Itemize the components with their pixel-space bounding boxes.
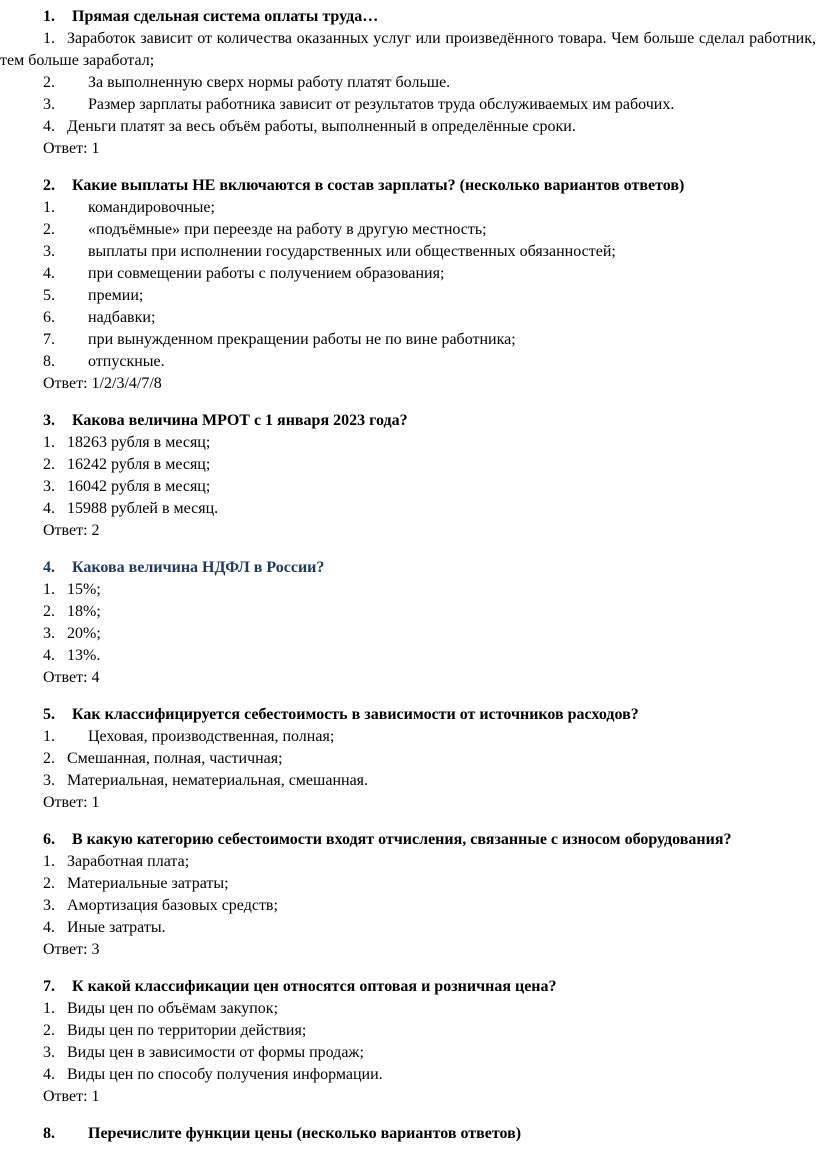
list-item-number: 4. [43,1066,55,1083]
question-title-number: 4. [43,559,55,576]
list-item-text: 16042 рубля в месяц; [67,478,211,495]
list-item-text: Иные затраты. [67,919,166,936]
list-item [0,998,816,1020]
list-item-text: Виды цен по способу получения информации. [67,1066,383,1083]
question-title [0,1123,816,1145]
list-item [0,263,816,285]
list-item-number: 3. [43,1044,55,1061]
list-item-text: Размер зарплаты работника зависит от результатов труда обслуживаемых им рабочих. [88,96,675,113]
list-item-number: 2. [43,875,55,892]
list-item-text: 18263 рубля в месяц; [67,434,211,451]
question-title-text: В какую категорию себестоимости входят отчисления, связанные с износом оборудования? [72,831,732,848]
list-item-number: 3. [43,897,55,914]
list-item-number: 1. [43,199,55,216]
list-item [0,72,816,94]
list-item [0,851,816,873]
list-item-text: отпускные. [88,353,165,370]
list-item-number: 2. [43,750,55,767]
question-title-number: 1. [43,8,55,25]
question-title-number: 8. [43,1125,55,1142]
list-item-number: 2. [43,221,55,238]
list-item-number: 3. [43,96,55,113]
question-title-text: Какова величина НДФЛ в России? [72,559,325,576]
list-item [0,770,816,792]
list-item-text: при вынужденном прекращении работы не по вине работника; [88,331,516,348]
question-title-number: 7. [43,978,55,995]
list-item-number: 6. [43,309,55,326]
list-item-number: 1. [43,434,55,451]
list-item-text: Смешанная, полная, частичная; [67,750,283,767]
list-item [0,454,816,476]
list-item-text: 20%; [67,625,101,642]
list-item-number: 8. [43,353,55,370]
answer-line: Ответ: 3 [43,941,100,958]
list-item-text: 18%; [67,603,101,620]
list-item-number: 2. [43,1022,55,1039]
list-item [0,601,816,623]
question-title-text: Перечислите функции цены (несколько вариантов ответов) [88,1125,522,1142]
list-item-text: Материальная, нематериальная, смешанная. [67,772,369,789]
list-item-number: 3. [43,478,55,495]
question-title [0,6,816,28]
list-item [0,432,816,454]
list-item [0,285,816,307]
list-item-number: 3. [43,625,55,642]
list-item-number: 2. [43,456,55,473]
list-item [0,917,816,939]
question-2 [0,175,816,395]
question-4 [0,557,816,689]
list-item-text: Материальные затраты; [67,875,229,892]
list-item [0,351,816,373]
list-item-text: 13%. [67,647,101,664]
list-item-number: 2. [43,603,55,620]
list-item [0,623,816,645]
list-item [0,895,816,917]
list-item-text: Цеховая, производственная, полная; [88,728,335,745]
list-item-number: 3. [43,243,55,260]
question-title-number: 5. [43,706,55,723]
list-item-number: 2. [43,74,55,91]
list-item [0,1020,816,1042]
question-title [0,829,816,851]
question-title-text: Прямая сдельная система оплаты труда… [72,8,379,25]
question-title-number: 3. [43,412,55,429]
list-item-number: 1. [43,728,55,745]
list-item-text: Виды цен в зависимости от формы продаж; [67,1044,364,1061]
list-item [0,241,816,263]
list-item-text: 16242 рубля в месяц; [67,456,211,473]
question-title [0,175,816,197]
answer-line: Ответ: 1 [43,140,100,157]
list-item-number: 4. [43,118,55,135]
answer-line: Ответ: 4 [43,669,100,686]
list-item [0,307,816,329]
question-title [0,410,816,432]
question-title-text: Как классифицируется себестоимость в зависимости от источников расходов? [72,706,639,723]
list-item-text: Деньги платят за весь объём работы, выполненный в определённые сроки. [67,118,576,135]
list-item [0,197,816,219]
question-title [0,557,816,579]
list-item-number: 4. [43,647,55,664]
answer-line: Ответ: 1 [43,1088,100,1105]
question-title [0,976,816,998]
list-item-text: Заработная плата; [67,853,190,870]
list-item-text: 15988 рублей в месяц. [67,500,219,517]
list-item [0,748,816,770]
answer-line: Ответ: 2 [43,522,100,539]
list-item-number: 5. [43,287,55,304]
list-item-text: За выполненную сверх нормы работу платят больше. [88,74,451,91]
list-item [0,726,816,748]
list-item-number: 1. [43,1000,55,1017]
list-item-text: Заработок зависит от количества оказанных услуг или произведённого товара. Чем больше сделал работник, тем больше заработал; [0,30,816,69]
list-item-number: 4. [43,500,55,517]
list-item-text: «подъёмные» при переезде на работу в другую местность; [88,221,487,238]
list-item-text: надбавки; [88,309,156,326]
list-item-number: 7. [43,331,55,348]
list-item [0,498,816,520]
list-item-text: Амортизация базовых средств; [67,897,278,914]
list-item [0,329,816,351]
answer-line: Ответ: 1/2/3/4/7/8 [43,375,162,392]
answer-line: Ответ: 1 [43,794,100,811]
list-item-number: 4. [43,265,55,282]
list-item-number: 4. [43,919,55,936]
question-title-text: Какие выплаты НЕ включаются в состав зарплаты? (несколько вариантов ответов) [72,177,685,194]
list-item-number: 1. [43,853,55,870]
list-item [0,645,816,667]
question-1 [0,6,816,160]
question-8 [0,1123,816,1145]
list-item [0,28,816,72]
list-item [0,219,816,241]
list-item-text: Виды цен по объёмам закупок; [67,1000,279,1017]
question-5 [0,704,816,814]
list-item [0,476,816,498]
question-3 [0,410,816,542]
list-item [0,873,816,895]
question-title [0,704,816,726]
question-6 [0,829,816,961]
list-item-text: Виды цен по территории действия; [67,1022,307,1039]
question-7 [0,976,816,1108]
list-item [0,579,816,601]
list-item-number: 1. [43,30,55,47]
list-item-number: 3. [43,772,55,789]
list-item-text: при совмещении работы с получением образования; [88,265,445,282]
list-item-text: премии; [88,287,144,304]
question-title-number: 6. [43,831,55,848]
list-item [0,1064,816,1086]
question-title-text: К какой классификации цен относятся оптовая и розничная цена? [72,978,557,995]
list-item-text: выплаты при исполнении государственных или общественных обязанностей; [88,243,616,260]
question-title-number: 2. [43,177,55,194]
list-item-number: 1. [43,581,55,598]
list-item-text: 15%; [67,581,101,598]
list-item [0,94,816,116]
list-item [0,116,816,138]
question-title-text: Какова величина МРОТ с 1 января 2023 года? [72,412,408,429]
list-item-text: командировочные; [88,199,215,216]
list-item [0,1042,816,1064]
